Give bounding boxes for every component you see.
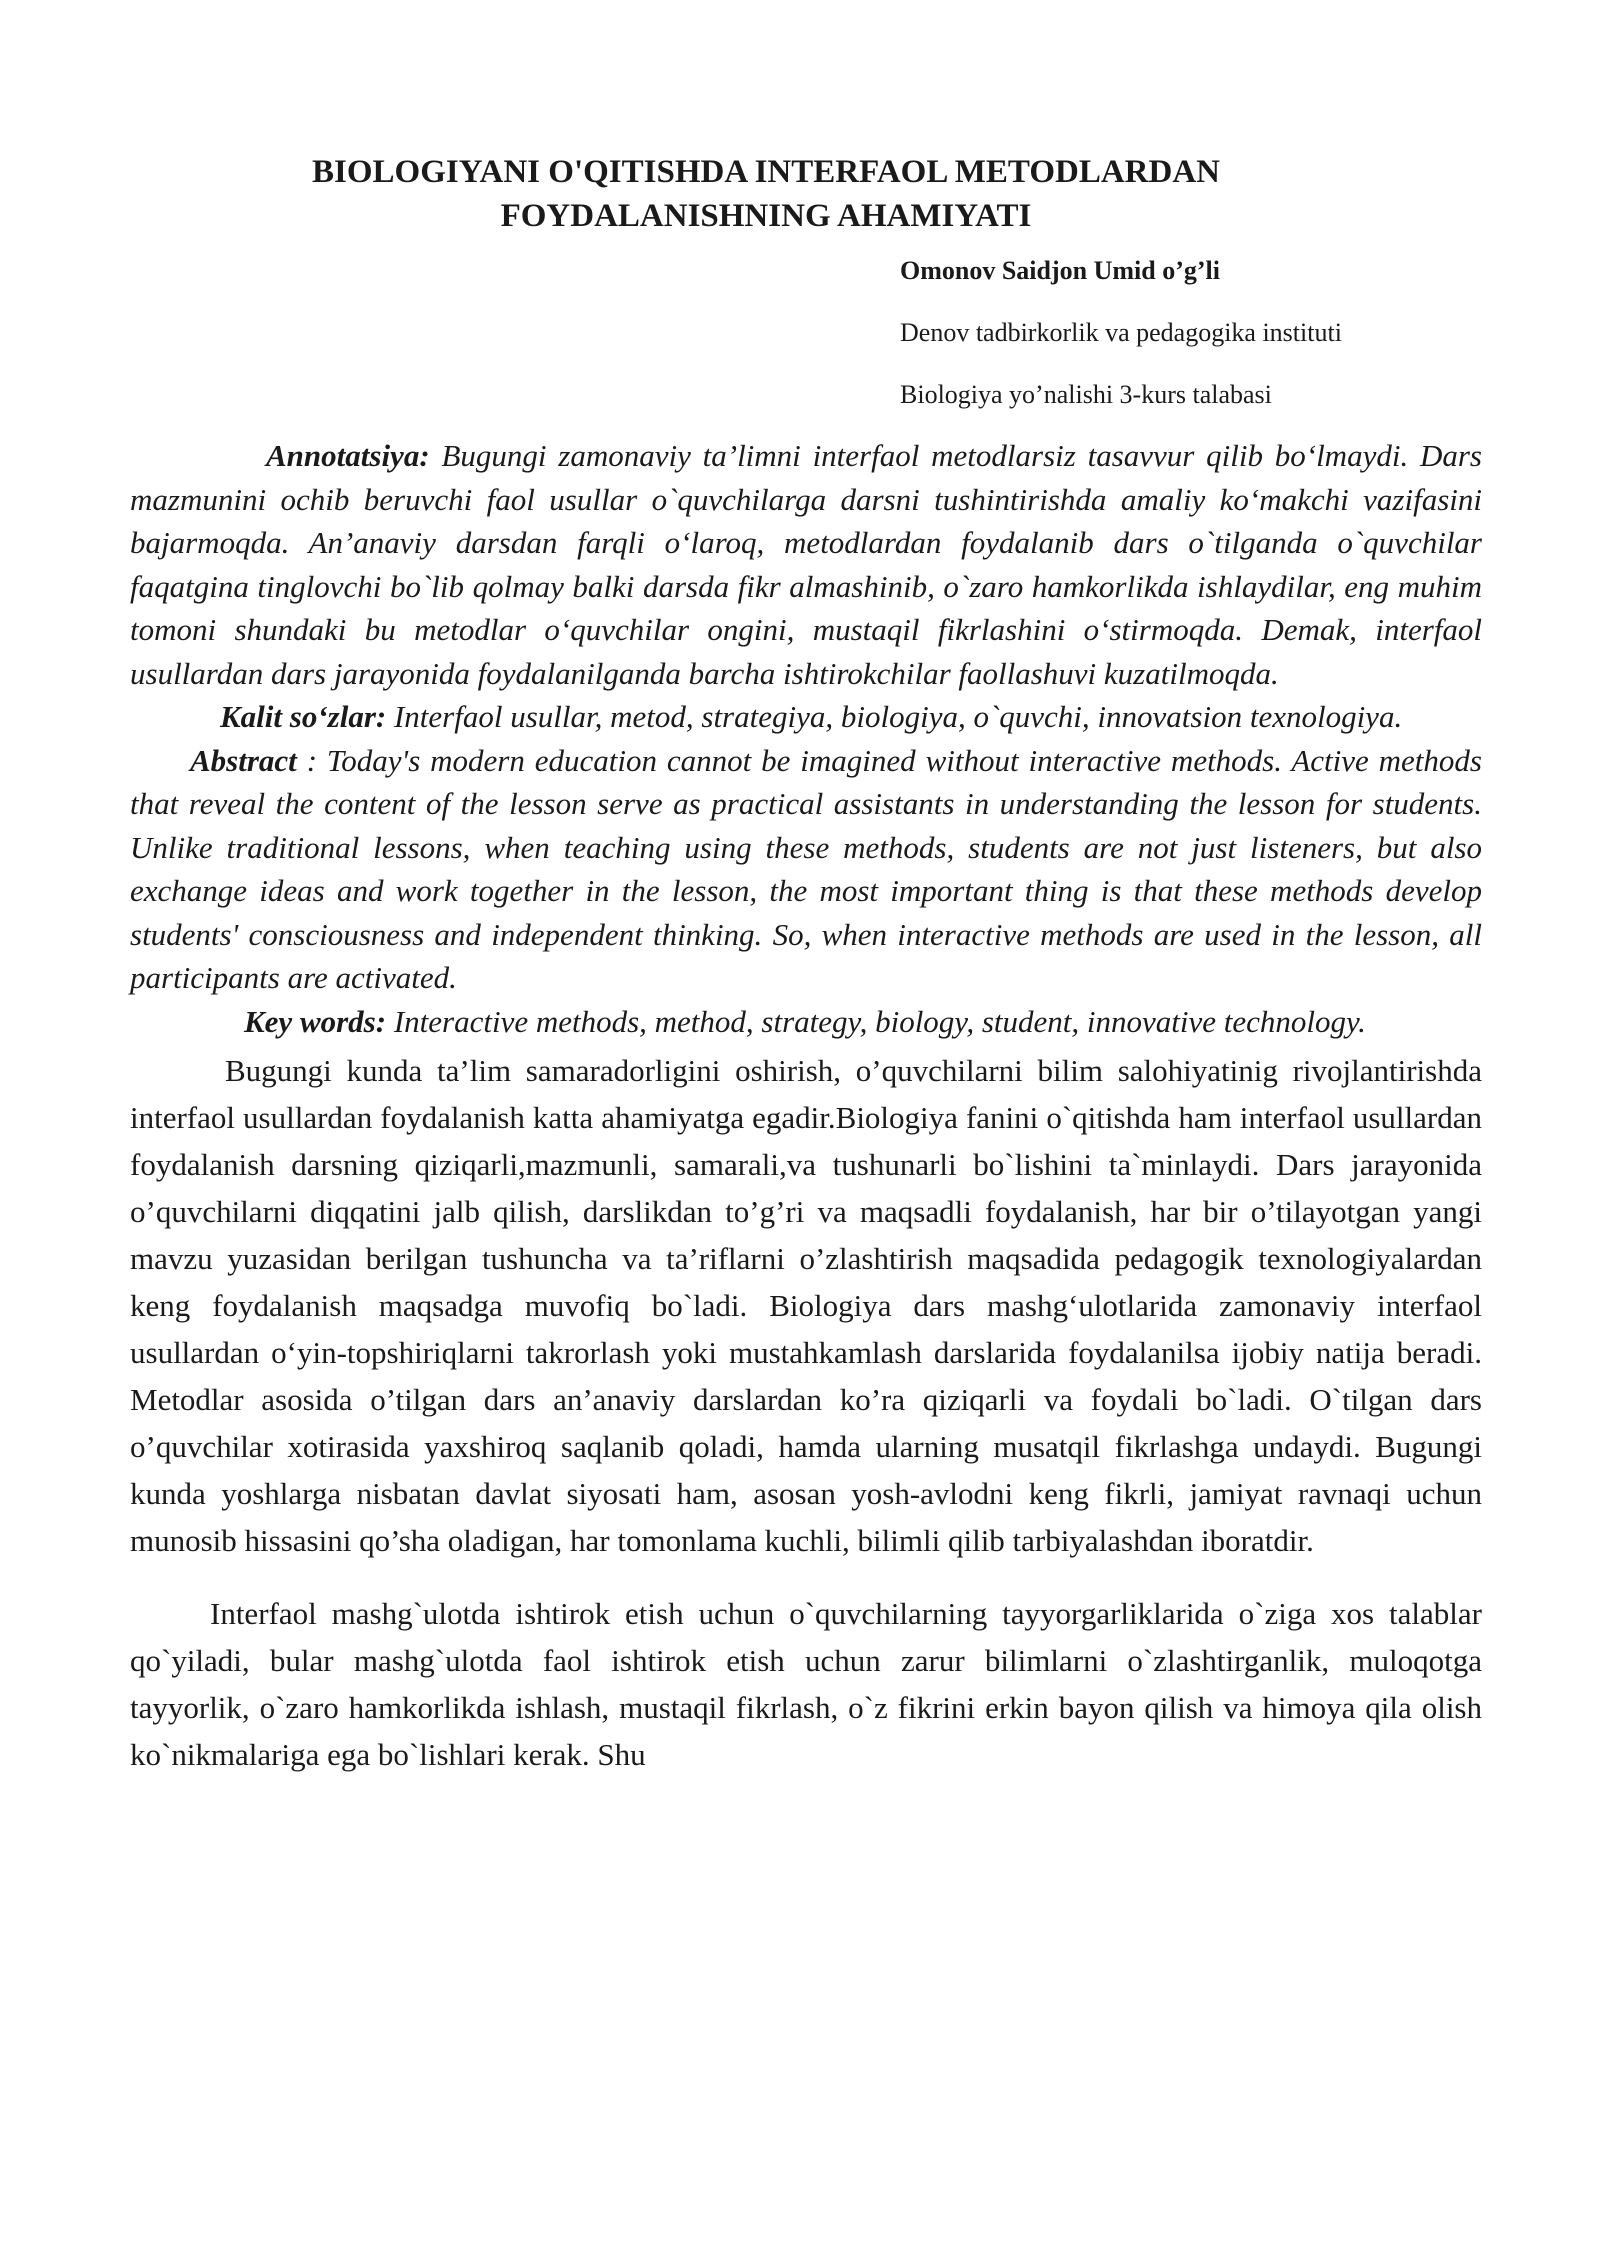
- keywords-uz-text: Interfaol usullar, metod, strategiya, biologiya, o`quvchi, innovatsion texnologiya.: [386, 699, 1403, 734]
- keywords-en-paragraph: [130, 1000, 1482, 1044]
- article-title: [130, 150, 1482, 238]
- article-body: [130, 1047, 1482, 1778]
- author-name: Omonov Saidjon Umid o’g’li: [900, 256, 1220, 285]
- annotation-label: Annotatsiya:: [266, 438, 430, 473]
- abstract-section: [130, 434, 1482, 1043]
- author-affiliation: Denov tadbirkorlik va pedagogika instituti: [900, 318, 1342, 347]
- keywords-uz-label: Kalit so‘zlar:: [220, 699, 387, 734]
- abstract-text: : Today's modern education cannot be imagined without interactive methods. Active methods that reveal the content of the lesson serve as practical assistants in understanding the lesson for students. Unlike traditional lessons, when teaching using these methods, students are not just listeners, but also exchange ideas and work together in the lesson, the most important thing is that these methods develop students' consciousness and independent thinking. So, when interactive methods are used in the lesson, all participants are activated.: [130, 742, 1482, 995]
- body-paragraph-2: Interfaol mashg`ulotda ishtirok etish uchun o`quvchilarning tayyorgarliklarida o`ziga xos talablar qo`yiladi, bular mashg`ulotda faol ishtirok etish uchun zarur bilimlarni o`zlashtirganlik, muloqotga tayyorlik, o`zaro hamkorlikda ishlash, mustaqil fikrlash, o`z fikrini erkin bayon qilish va himoya qila olish ko`nikmalariga ega bo`lishlari kerak. Shu: [130, 1596, 1482, 1772]
- annotation-text: Bugungi zamonaviy ta’limni interfaol metodlarsiz tasavvur qilib bo‘lmaydi. Dars mazmunini ochib beruvchi faol usullar o`quvchilarga darsni tushintirishda amaliy ko‘makchi vazifasini bajarmoqda. An’anaviy darsdan farqli o‘laroq, metodlardan foydalanib dars o`tilganda o`quvchilar faqatgina tinglovchi bo`lib qolmay balki darsda fikr almashinib, o`zaro hamkorlikda ishlaydilar, eng muhim tomoni shundaki bu metodlar o‘quvchilar ongini, mustaqil fikrlashini o‘stirmoqda. Demak, interfaol usullardan dars jarayonida foydalanilganda barcha ishtirokchilar faollashuvi kuzatilmoqda.: [130, 438, 1482, 691]
- author-block: [900, 256, 1482, 410]
- annotation-paragraph: [130, 434, 1482, 695]
- keywords-en-label: Key words:: [244, 1003, 387, 1039]
- body-paragraph-1: Bugungi kunda ta’lim samaradorligini oshirish, o’quvchilarni bilim salohiyatinig rivojlantirishda interfaol usullardan foydalanish katta ahamiyatga egadir.Biologiya fanini o`qitishda ham interfaol usullardan foydalanish darsning qiziqarli,mazmunli, samarali,va tushunarli bo`lishini ta`minlaydi. Dars jarayonida o’quvchilarni diqqatini jalb qilish, darslikdan to’g’ri va maqsadli foydalanish, har bir o’tilayotgan yangi mavzu yuzasidan berilgan tushuncha va ta’riflarni o’zlashtirish maqsadida pedagogik texnologiyalardan keng foydalanish maqsadga muvofiq bo`ladi. Biologiya dars mashg‘ulotlarida zamonaviy interfaol usullardan o‘yin-topshiriqlarni takrorlash yoki mustahkamlash darslarida foydalanilsa ijobiy natija beradi. Metodlar asosida o’tilgan dars an’anaviy darslardan ko’ra qiziqarli va foydali bo`ladi. O`tilgan dars o’quvchilar xotirasida yaxshiroq saqlanib qoladi, hamda ularning musatqil fikrlashga undaydi. Bugungi kunda yoshlarga nisbatan davlat siyosati ham, asosan yosh-avlodni keng fikrli, jamiyat ravnaqi uchun munosib hissasini qo’sha oladigan, har tomonlama kuchli, bilimli qilib tarbiyalashdan iboratdir.: [130, 1053, 1482, 1558]
- author-position: Biologiya yo’nalishi 3-kurs talabasi: [900, 380, 1272, 409]
- abstract-label: Abstract: [190, 742, 297, 778]
- article-page: [130, 150, 1482, 1778]
- keywords-uz-paragraph: [130, 695, 1482, 739]
- abstract-paragraph: [130, 739, 1482, 1000]
- title-line-2: FOYDALANISHNING AHAMIYATI: [500, 198, 1032, 234]
- keywords-en-text: Interactive methods, method, strategy, biology, student, innovative technology.: [386, 1003, 1366, 1039]
- title-line-1: BIOLOGIYANI O'QITISHDA INTERFAOL METODLARDAN: [312, 154, 1220, 190]
